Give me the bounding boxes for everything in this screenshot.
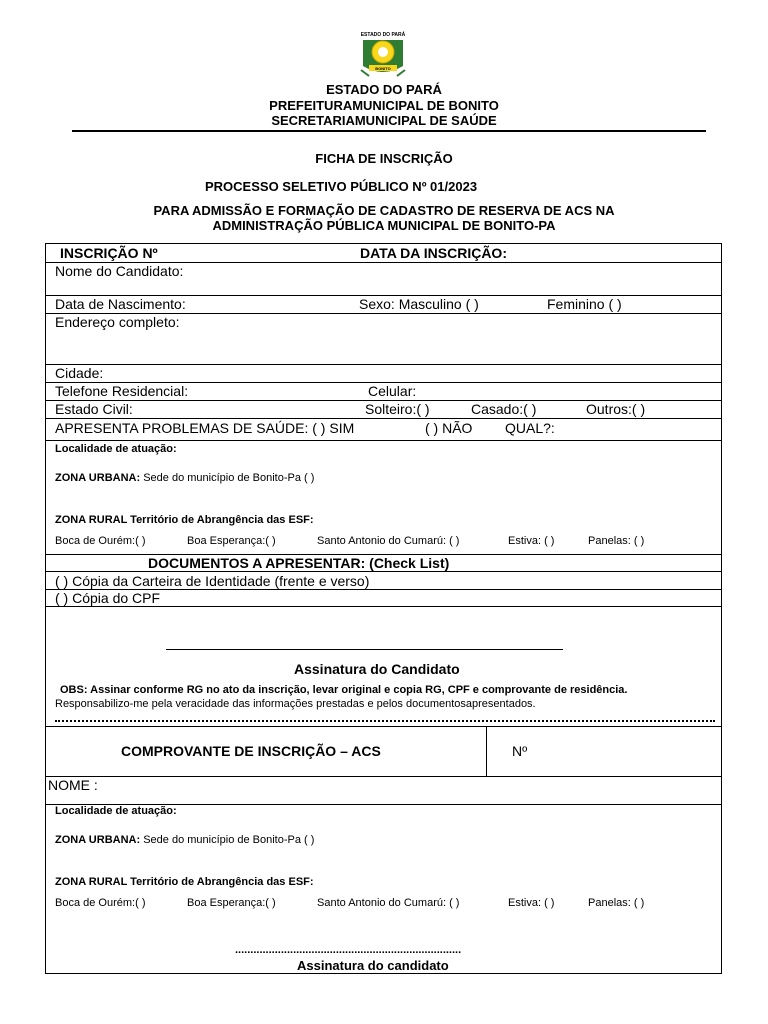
saude-question[interactable]: APRESENTA PROBLEMAS DE SAÚDE: ( ) SIM — [55, 420, 355, 436]
comprovante-zona-urbana-label: ZONA URBANA: — [55, 834, 141, 846]
cidade-label: Cidade: — [55, 365, 104, 381]
rural-option-santo-antonio[interactable]: Santo Antonio do Cumarú: ( ) — [317, 535, 460, 547]
zona-urbana-row[interactable] — [55, 472, 314, 484]
comprovante-signature-label: Assinatura do candidato — [297, 958, 449, 973]
header-municipality: PREFEITURAMUNICIPAL DE BONITO — [269, 98, 499, 113]
comprovante-nome-label: NOME : — [48, 777, 98, 793]
estado-civil-label: Estado Civil: — [55, 401, 133, 417]
comprovante-rural-option-estiva[interactable]: Estiva: ( ) — [508, 897, 555, 909]
svg-text:BONITO: BONITO — [375, 66, 391, 71]
nome-label: Nome do Candidato: — [55, 263, 184, 279]
comprovante-numero-label: Nº — [512, 743, 528, 759]
purpose-line2: ADMINISTRAÇÃO PÚBLICA MUNICIPAL DE BONITO-PA — [212, 218, 556, 233]
form-line — [46, 440, 721, 441]
outros-option[interactable]: Outros:( ) — [586, 401, 646, 417]
svg-text:ESTADO DO PARÁ: ESTADO DO PARÁ — [360, 32, 406, 38]
assinatura-candidato-label: Assinatura do Candidato — [294, 661, 460, 677]
header-divider — [72, 130, 706, 132]
form-line — [46, 364, 721, 365]
celular-label: Celular: — [368, 383, 417, 399]
comprovante-rural-option-boca[interactable]: Boca de Ourém:( ) — [55, 897, 146, 909]
rural-option-panelas[interactable]: Panelas: ( ) — [588, 535, 645, 547]
documentos-title: DOCUMENTOS A APRESENTAR: (Check List) — [148, 555, 450, 571]
municipal-seal-logo — [355, 30, 411, 80]
rural-option-boca[interactable]: Boca de Ourém:( ) — [55, 535, 146, 547]
comprovante-localidade-title: Localidade de atuação: — [55, 805, 177, 817]
solteiro-option[interactable]: Solteiro:( ) — [365, 401, 430, 417]
process-title: PROCESSO SELETIVO PÚBLICO Nº 01/2023 — [205, 179, 478, 194]
registration-form — [45, 243, 722, 974]
casado-option[interactable]: Casado:( ) — [471, 401, 537, 417]
comprovante-zona-rural-title: ZONA RURAL Território de Abrangência das ESF: — [55, 876, 314, 888]
rural-option-boa-esperanca[interactable]: Boa Esperança:( ) — [187, 535, 276, 547]
comprovante-rural-option-panelas[interactable]: Panelas: ( ) — [588, 897, 645, 909]
sexo-masculino-option[interactable]: Sexo: Masculino ( ) — [359, 296, 479, 312]
obs-note: OBS: Assinar conforme RG no ato da inscrição, levar original e copia RG, CPF e comprovante de residência. — [60, 684, 628, 696]
zona-urbana-option[interactable]: Sede do município de Bonito-Pa ( ) — [143, 472, 315, 484]
comprovante-rural-option-boa-esperanca[interactable]: Boa Esperança:( ) — [187, 897, 276, 909]
documento-identidade-checkbox[interactable]: ( ) Cópia da Carteira de Identidade (frente e verso) — [55, 573, 370, 589]
responsabilizo-note: Responsabilizo-me pela veracidade das informações prestadas e pelos documentosapresentados. — [55, 698, 536, 710]
comprovante-zona-urbana-row[interactable] — [55, 834, 314, 846]
documento-cpf-checkbox[interactable]: ( ) Cópia do CPF — [55, 590, 161, 606]
rural-option-estiva[interactable]: Estiva: ( ) — [508, 535, 555, 547]
header-state: ESTADO DO PARÁ — [326, 82, 442, 97]
localidade-title: Localidade de atuação: — [55, 443, 177, 455]
form-line — [46, 418, 721, 419]
comprovante-rural-option-santo-antonio[interactable]: Santo Antonio do Cumarú: ( ) — [317, 897, 460, 909]
cut-line — [55, 720, 715, 722]
form-title: FICHA DE INSCRIÇÃO — [315, 151, 453, 166]
form-line — [46, 571, 721, 572]
form-line — [46, 606, 721, 607]
saude-nao-option[interactable]: ( ) NÃO — [425, 420, 473, 436]
comprovante-zona-urbana-option[interactable]: Sede do município de Bonito-Pa ( ) — [143, 834, 315, 846]
endereco-label: Endereço completo: — [55, 314, 180, 330]
telefone-label: Telefone Residencial: — [55, 383, 189, 399]
inscricao-label: INSCRIÇÃO Nº — [60, 245, 158, 261]
comprovante-title: COMPROVANTE DE INSCRIÇÃO – ACS — [121, 743, 381, 759]
zona-rural-title: ZONA RURAL Território de Abrangência das ESF: — [55, 514, 314, 526]
signature-line — [166, 649, 563, 650]
zona-urbana-label: ZONA URBANA: — [55, 472, 141, 484]
purpose-line1: PARA ADMISSÃO E FORMAÇÃO DE CADASTRO DE RESERVA DE ACS NA — [153, 203, 615, 218]
form-line — [46, 726, 721, 727]
form-line — [46, 776, 721, 777]
header-secretariat: SECRETARIAMUNICIPAL DE SAÚDE — [271, 113, 497, 128]
nascimento-label: Data de Nascimento: — [55, 296, 186, 312]
sexo-feminino-option[interactable]: Feminino ( ) — [547, 296, 622, 312]
comprovante-divider — [486, 726, 487, 776]
saude-qual-label: QUAL?: — [505, 420, 555, 436]
data-inscricao-label: DATA DA INSCRIÇÃO: — [360, 245, 507, 261]
comprovante-signature-dots: .......................................................................... — [235, 944, 462, 956]
